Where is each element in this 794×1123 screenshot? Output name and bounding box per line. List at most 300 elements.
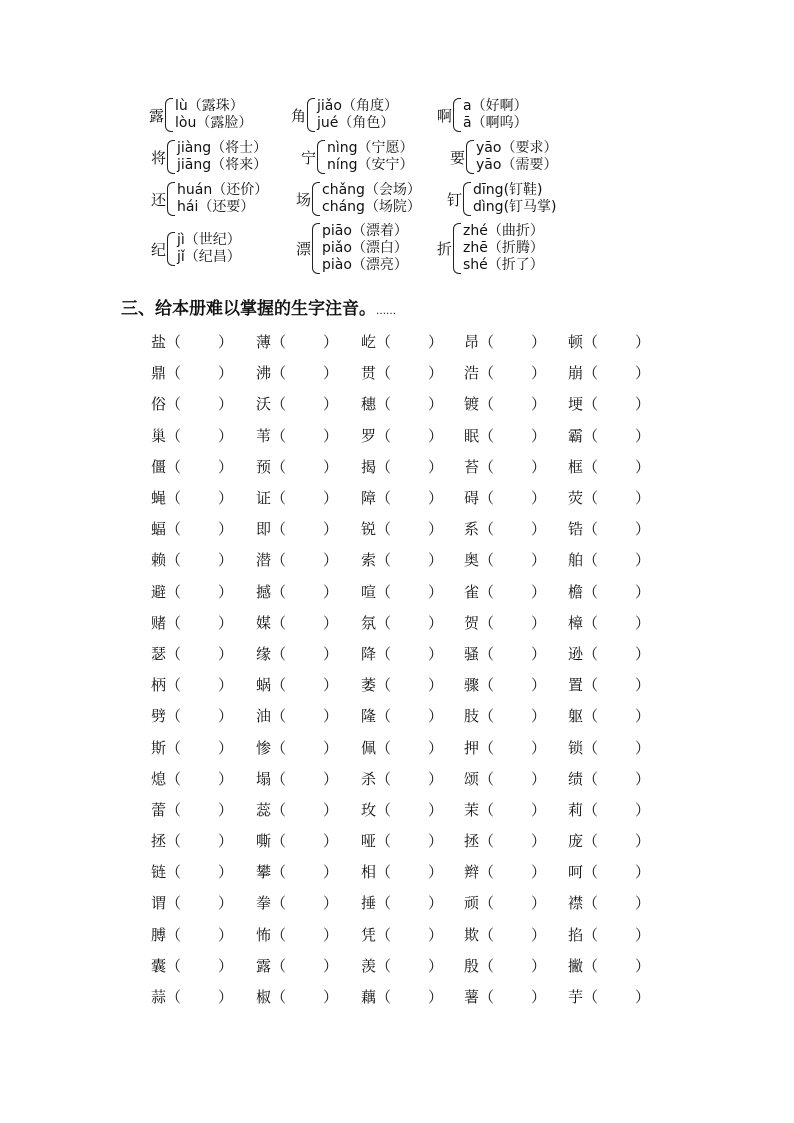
open-paren: （ (271, 894, 287, 913)
pinyin: a (463, 98, 472, 114)
pinyin: chǎng (322, 182, 365, 198)
close-paren: ） (323, 457, 339, 476)
polyphone-char: 折 (437, 240, 453, 258)
readings (177, 232, 241, 266)
section-title-text: 三、给本册难以掌握的生字注音。 (121, 299, 376, 319)
char: 骤 (464, 676, 480, 695)
example-word: （要求） (501, 140, 558, 156)
char: 盐 (151, 333, 167, 352)
char-cell (464, 763, 546, 794)
reading (463, 240, 544, 257)
open-paren: （ (479, 956, 495, 975)
close-paren: ） (531, 426, 547, 445)
char-cell (361, 981, 443, 1012)
char: 索 (361, 551, 377, 570)
open-paren: （ (271, 988, 287, 1007)
char-cell (361, 326, 443, 357)
close-paren: ） (428, 863, 444, 882)
char: 怖 (256, 925, 272, 944)
open-paren: （ (479, 676, 495, 695)
reading (327, 140, 414, 157)
open-paren: （ (271, 426, 287, 445)
close-paren: ） (635, 800, 651, 819)
char: 相 (361, 863, 377, 882)
reading (175, 115, 252, 132)
char: 霸 (568, 426, 584, 445)
close-paren: ） (323, 551, 339, 570)
char: 眠 (464, 426, 480, 445)
close-paren: ） (323, 333, 339, 352)
pinyin: shé (463, 257, 488, 273)
char-row (151, 950, 651, 981)
close-paren: ） (323, 426, 339, 445)
example-word: (钉马掌) (503, 199, 557, 215)
char: 障 (361, 489, 377, 508)
readings (177, 140, 267, 174)
char: 俗 (151, 395, 167, 414)
open-paren: （ (479, 707, 495, 726)
readings (317, 98, 398, 132)
char-cell (464, 856, 546, 887)
open-paren: （ (166, 676, 182, 695)
close-paren: ） (323, 644, 339, 663)
char-cell (151, 420, 233, 451)
open-paren: （ (166, 863, 182, 882)
char: 链 (151, 863, 167, 882)
pinyin: lòu (175, 115, 197, 131)
open-paren: （ (479, 863, 495, 882)
char-cell (151, 638, 233, 669)
char-cell (256, 700, 338, 731)
char: 檐 (568, 582, 584, 601)
char-row (151, 513, 651, 544)
char: 避 (151, 582, 167, 601)
close-paren: ） (635, 426, 651, 445)
close-paren: ） (428, 988, 444, 1007)
close-paren: ） (218, 988, 234, 1007)
char-cell (568, 607, 650, 638)
polyphone-group (437, 223, 544, 274)
example-word: （场院） (364, 199, 421, 215)
char: 昂 (464, 333, 480, 352)
reading (177, 249, 241, 266)
example-word: （露珠） (187, 98, 244, 114)
close-paren: ） (635, 738, 651, 757)
char-cell (256, 950, 338, 981)
char: 押 (464, 738, 480, 757)
char-cell (464, 981, 546, 1012)
char: 顿 (568, 333, 584, 352)
close-paren: ） (218, 551, 234, 570)
open-paren: （ (583, 832, 599, 851)
char-cell (361, 638, 443, 669)
open-paren: （ (376, 925, 392, 944)
brace (317, 140, 325, 174)
close-paren: ） (218, 925, 234, 944)
close-paren: ） (323, 707, 339, 726)
example-word: （漂着） (351, 223, 408, 239)
open-paren: （ (376, 395, 392, 414)
brace (165, 98, 173, 132)
open-paren: （ (166, 551, 182, 570)
open-paren: （ (583, 457, 599, 476)
char-cell (464, 794, 546, 825)
brace (167, 140, 175, 174)
reading (177, 182, 268, 199)
close-paren: ） (218, 676, 234, 695)
char-cell (256, 919, 338, 950)
char: 杀 (361, 769, 377, 788)
close-paren: ） (531, 395, 547, 414)
char: 凭 (361, 925, 377, 944)
close-paren: ） (218, 956, 234, 975)
char-cell (151, 856, 233, 887)
close-paren: ） (428, 489, 444, 508)
char-cell (568, 638, 650, 669)
char-row (151, 420, 651, 451)
open-paren: （ (479, 551, 495, 570)
polyphone-group (301, 140, 414, 174)
char-row (151, 669, 651, 700)
open-paren: （ (271, 333, 287, 352)
example-word: （纪昌） (184, 249, 241, 265)
close-paren: ） (428, 520, 444, 539)
reading (322, 182, 421, 199)
close-paren: ） (531, 894, 547, 913)
char: 沃 (256, 395, 272, 414)
polyphone-char: 场 (296, 190, 312, 209)
char: 攀 (256, 863, 272, 882)
char: 沸 (256, 364, 272, 383)
close-paren: ） (635, 894, 651, 913)
open-paren: （ (166, 364, 182, 383)
close-paren: ） (635, 333, 651, 352)
polyphone-char: 要 (450, 148, 466, 167)
char-cell (151, 981, 233, 1012)
pinyin: zhē (463, 240, 488, 256)
char-cell (361, 451, 443, 482)
example-word: （漂亮） (351, 257, 408, 273)
reading (322, 223, 408, 240)
open-paren: （ (376, 956, 392, 975)
brace (453, 98, 461, 132)
pinyin: yāo (476, 157, 502, 173)
open-paren: （ (271, 676, 287, 695)
open-paren: （ (376, 457, 392, 476)
char: 瑟 (151, 644, 167, 663)
char: 拯 (151, 832, 167, 851)
close-paren: ） (428, 676, 444, 695)
char-row (151, 357, 651, 388)
char: 蝠 (151, 520, 167, 539)
char-cell (568, 856, 650, 887)
close-paren: ） (635, 988, 651, 1007)
char-row (151, 887, 651, 918)
close-paren: ） (428, 800, 444, 819)
example-word: （世纪） (184, 232, 241, 248)
char-cell (361, 357, 443, 388)
char-row (151, 638, 651, 669)
reading (322, 240, 408, 257)
example-word: (钉鞋) (503, 182, 543, 198)
close-paren: ） (323, 738, 339, 757)
close-paren: ） (428, 395, 444, 414)
char: 塌 (256, 769, 272, 788)
char-cell (464, 731, 546, 762)
open-paren: （ (271, 582, 287, 601)
example-word: （漂白） (351, 240, 408, 256)
readings (322, 223, 408, 274)
reading (317, 115, 398, 132)
char: 哑 (361, 832, 377, 851)
char-grid (151, 326, 651, 1012)
open-paren: （ (376, 894, 392, 913)
close-paren: ） (428, 925, 444, 944)
open-paren: （ (376, 489, 392, 508)
open-paren: （ (583, 956, 599, 975)
example-word: （角度） (341, 98, 398, 114)
open-paren: （ (583, 489, 599, 508)
char-row (151, 794, 651, 825)
brace (453, 223, 461, 274)
char-cell (361, 919, 443, 950)
close-paren: ） (635, 520, 651, 539)
char: 颂 (464, 769, 480, 788)
brace (463, 182, 471, 216)
example-word: （安宁） (357, 157, 414, 173)
char: 蕾 (151, 800, 167, 819)
open-paren: （ (166, 894, 182, 913)
char: 屹 (361, 333, 377, 352)
close-paren: ） (531, 333, 547, 352)
open-paren: （ (376, 582, 392, 601)
char-cell (151, 700, 233, 731)
char-cell (151, 513, 233, 544)
char-cell (568, 513, 650, 544)
close-paren: ） (218, 613, 234, 632)
char: 撇 (568, 956, 584, 975)
char: 拳 (256, 894, 272, 913)
close-paren: ） (218, 738, 234, 757)
char-cell (256, 544, 338, 575)
char-cell (151, 794, 233, 825)
char: 殷 (464, 956, 480, 975)
close-paren: ） (635, 707, 651, 726)
open-paren: （ (271, 551, 287, 570)
char-cell (568, 763, 650, 794)
example-word: （折了） (487, 257, 544, 273)
open-paren: （ (271, 364, 287, 383)
open-paren: （ (166, 769, 182, 788)
open-paren: （ (583, 395, 599, 414)
close-paren: ） (323, 800, 339, 819)
char-cell (151, 763, 233, 794)
open-paren: （ (166, 956, 182, 975)
char-row (151, 731, 651, 762)
char: 苇 (256, 426, 272, 445)
char-row (151, 576, 651, 607)
open-paren: （ (479, 738, 495, 757)
close-paren: ） (428, 457, 444, 476)
char-cell (361, 763, 443, 794)
char-cell (464, 700, 546, 731)
char-cell (151, 919, 233, 950)
char-cell (151, 388, 233, 419)
close-paren: ） (531, 832, 547, 851)
char-cell (151, 887, 233, 918)
close-paren: ） (531, 738, 547, 757)
char-cell (151, 544, 233, 575)
close-paren: ） (635, 395, 651, 414)
char-cell (256, 887, 338, 918)
char: 预 (256, 457, 272, 476)
char-cell (361, 482, 443, 513)
char-row (151, 544, 651, 575)
char-cell (568, 950, 650, 981)
close-paren: ） (428, 832, 444, 851)
pinyin: nìng (327, 140, 358, 156)
pinyin: dìng (473, 199, 504, 215)
char: 舶 (568, 551, 584, 570)
open-paren: （ (376, 707, 392, 726)
open-paren: （ (376, 333, 392, 352)
close-paren: ） (323, 769, 339, 788)
open-paren: （ (376, 426, 392, 445)
close-paren: ） (323, 956, 339, 975)
close-paren: ） (428, 956, 444, 975)
char: 证 (256, 489, 272, 508)
example-word: （好啊） (471, 98, 528, 114)
char-cell (464, 887, 546, 918)
open-paren: （ (271, 769, 287, 788)
polyphone-char: 角 (291, 106, 307, 125)
char-cell (464, 669, 546, 700)
char: 露 (256, 956, 272, 975)
close-paren: ） (635, 582, 651, 601)
char: 膊 (151, 925, 167, 944)
open-paren: （ (583, 582, 599, 601)
close-paren: ） (531, 956, 547, 975)
open-paren: （ (166, 832, 182, 851)
close-paren: ） (531, 520, 547, 539)
char: 镀 (464, 395, 480, 414)
close-paren: ） (531, 582, 547, 601)
open-paren: （ (271, 520, 287, 539)
example-word: （还要） (198, 199, 255, 215)
char: 锐 (361, 520, 377, 539)
close-paren: ） (428, 426, 444, 445)
open-paren: （ (376, 644, 392, 663)
char-cell (256, 763, 338, 794)
reading (322, 257, 408, 274)
char: 系 (464, 520, 480, 539)
close-paren: ） (635, 863, 651, 882)
char-cell (568, 420, 650, 451)
char: 隆 (361, 707, 377, 726)
close-paren: ） (323, 676, 339, 695)
reading (463, 98, 528, 115)
close-paren: ） (531, 769, 547, 788)
open-paren: （ (166, 925, 182, 944)
char-cell (256, 482, 338, 513)
char-cell (568, 825, 650, 856)
char: 肢 (464, 707, 480, 726)
char: 浩 (464, 364, 480, 383)
char-cell (361, 856, 443, 887)
example-word: （宁愿） (357, 140, 414, 156)
close-paren: ） (635, 832, 651, 851)
char-cell (568, 669, 650, 700)
open-paren: （ (166, 520, 182, 539)
char-cell (361, 388, 443, 419)
close-paren: ） (635, 613, 651, 632)
open-paren: （ (479, 457, 495, 476)
close-paren: ） (531, 988, 547, 1007)
char-row (151, 700, 651, 731)
char: 绩 (568, 769, 584, 788)
open-paren: （ (479, 832, 495, 851)
open-paren: （ (479, 395, 495, 414)
polyphone-group (151, 232, 241, 266)
char: 揭 (361, 457, 377, 476)
example-word: （将士） (211, 140, 268, 156)
char-row (151, 825, 651, 856)
char-cell (568, 700, 650, 731)
close-paren: ） (428, 738, 444, 757)
polyphone-char: 啊 (437, 106, 453, 125)
polyphone-char: 露 (149, 106, 165, 125)
char-cell (361, 794, 443, 825)
close-paren: ） (218, 644, 234, 663)
char: 媒 (256, 613, 272, 632)
open-paren: （ (271, 800, 287, 819)
open-paren: （ (479, 333, 495, 352)
close-paren: ） (323, 489, 339, 508)
close-paren: ） (428, 582, 444, 601)
char-cell (151, 451, 233, 482)
open-paren: （ (166, 489, 182, 508)
char-cell (256, 388, 338, 419)
char: 欺 (464, 925, 480, 944)
char: 玫 (361, 800, 377, 819)
char-row (151, 763, 651, 794)
char-cell (256, 513, 338, 544)
readings (177, 182, 268, 216)
char-cell (568, 576, 650, 607)
close-paren: ） (531, 489, 547, 508)
close-paren: ） (635, 769, 651, 788)
open-paren: （ (376, 832, 392, 851)
open-paren: （ (583, 426, 599, 445)
char-cell (361, 576, 443, 607)
char: 氛 (361, 613, 377, 632)
char: 嘶 (256, 832, 272, 851)
char: 荧 (568, 489, 584, 508)
char-cell (464, 544, 546, 575)
open-paren: （ (376, 551, 392, 570)
pinyin: piào (322, 257, 352, 273)
close-paren: ） (323, 395, 339, 414)
open-paren: （ (583, 925, 599, 944)
example-word: （啊呜） (471, 115, 528, 131)
reading (175, 98, 252, 115)
char-cell (464, 420, 546, 451)
reading (327, 157, 414, 174)
char-cell (151, 825, 233, 856)
char: 框 (568, 457, 584, 476)
pinyin: dīng (473, 182, 504, 198)
reading (463, 115, 528, 132)
